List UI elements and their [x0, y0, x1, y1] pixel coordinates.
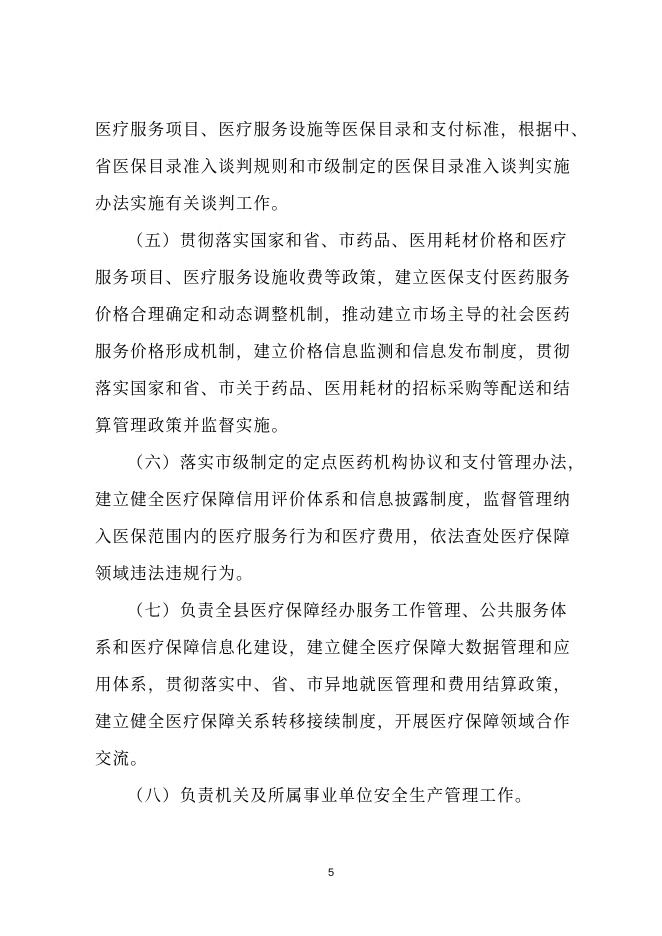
text-line: 交流。: [95, 749, 148, 768]
text-line: 落实国家和省、市关于药品、医用耗材的招标采购等配送和结: [95, 379, 572, 398]
section-heading-6: （六）落实市级制定的定点医药机构协议和支付管理办法，: [127, 453, 586, 472]
text-line: 省医保目录准入谈判规则和市级制定的医保目录准入谈判实施: [95, 157, 572, 176]
section-heading-5: （五）贯彻落实国家和省、市药品、医用耗材价格和医疗: [127, 231, 568, 250]
text-line: 建立健全医疗保障关系转移接续制度，开展医疗保障领域合作: [95, 712, 572, 731]
text-line: 服务项目、医疗服务设施收费等政策，建立医保支付医药服务: [95, 268, 572, 287]
text-line: 价格合理确定和动态调整机制，推动建立市场主导的社会医药: [95, 305, 572, 324]
text-line: 用体系，贯彻落实中、省、市异地就医管理和费用结算政策，: [95, 675, 572, 694]
section-heading-8: （八）负责机关及所属事业单位安全生产管理工作。: [127, 786, 533, 805]
text-line: 建立健全医疗保障信用评价体系和信息披露制度，监督管理纳: [95, 490, 572, 509]
page-number: 5: [327, 867, 335, 879]
text-line: 办法实施有关谈判工作。: [95, 194, 289, 213]
text-line: 算管理政策并监督实施。: [95, 416, 289, 435]
text-line: 领域违法违规行为。: [95, 564, 254, 583]
text-line: 医疗服务项目、医疗服务设施等医保目录和支付标准，根据中、: [95, 120, 589, 139]
section-heading-7: （七）负责全县医疗保障经办服务工作管理、公共服务体: [127, 601, 568, 620]
text-line: 服务价格形成机制，建立价格信息监测和信息发布制度，贯彻: [95, 342, 572, 361]
text-line: 系和医疗保障信息化建设，建立健全医疗保障大数据管理和应: [95, 638, 572, 657]
text-line: 入医保范围内的医疗服务行为和医疗费用，依法查处医疗保障: [95, 527, 572, 546]
